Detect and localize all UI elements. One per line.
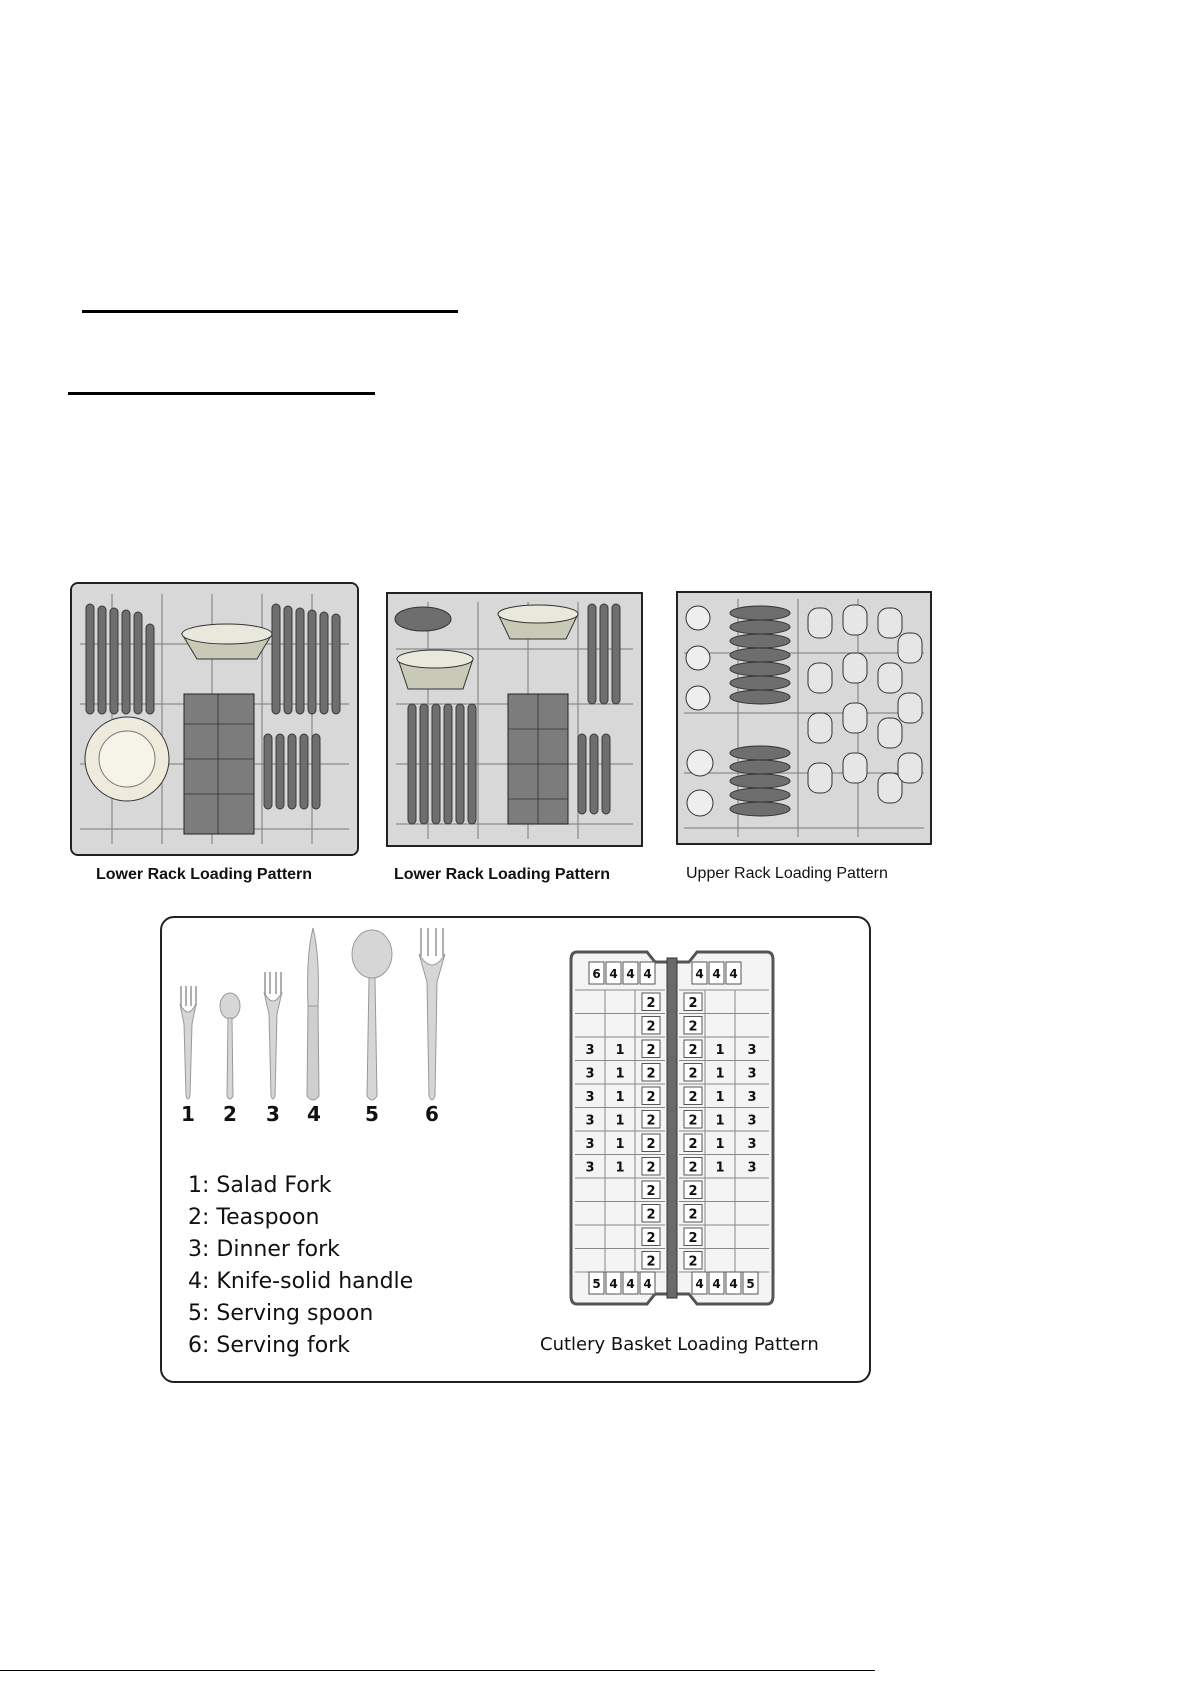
basket-cell-label: 2 (646, 1136, 656, 1152)
serving-spoon-icon (350, 928, 394, 1104)
basket-bottom-right-label: 4 (712, 1277, 721, 1291)
basket-cell-label: 2 (688, 1066, 698, 1082)
legend-item: 3: Dinner fork (188, 1237, 340, 1262)
basket-cell-label: 1 (615, 1136, 625, 1152)
cutlery-panel (160, 916, 871, 1383)
basket-cell-label: 1 (615, 1089, 625, 1105)
basket-cell-label: 1 (615, 1113, 625, 1129)
basket-bottom-right-label: 4 (729, 1277, 738, 1291)
basket-cell-label: 2 (688, 1042, 698, 1058)
basket-cell-label: 3 (747, 1136, 757, 1152)
lower-rack-image-2 (386, 592, 643, 847)
basket-cell-label: 3 (747, 1113, 757, 1129)
salad-fork-icon (176, 984, 200, 1104)
basket-cell-label: 3 (585, 1066, 595, 1082)
lower-rack-caption-1: Lower Rack Loading Pattern (96, 866, 313, 883)
basket-cell-label: 1 (615, 1042, 625, 1058)
basket-cell-label: 3 (585, 1042, 595, 1058)
lower-rack-caption-2: Lower Rack Loading Pattern (394, 866, 611, 883)
legend-item: 4: Knife-solid handle (188, 1269, 414, 1294)
basket-cell-label: 1 (615, 1160, 625, 1176)
basket-cell-label: 2 (646, 1230, 656, 1246)
basket-cell-label: 1 (715, 1066, 725, 1082)
basket-cell-label: 2 (646, 1160, 656, 1176)
heading-underline-2 (68, 392, 375, 395)
basket-top-left-label: 4 (643, 967, 652, 981)
legend-item: 6: Serving fork (188, 1333, 350, 1358)
basket-cell-label: 2 (646, 995, 656, 1011)
basket-cell-label: 3 (585, 1113, 595, 1129)
basket-cell-label: 1 (615, 1066, 625, 1082)
basket-cell-label: 2 (688, 1113, 698, 1129)
basket-cell-label: 2 (688, 1019, 698, 1035)
basket-cell-label: 2 (646, 1183, 656, 1199)
basket-bottom-left-label: 4 (609, 1277, 618, 1291)
basket-cell-label: 1 (715, 1136, 725, 1152)
basket-top-left-label: 4 (609, 967, 618, 981)
basket-bottom-right-label: 4 (695, 1277, 704, 1291)
basket-cell-label: 3 (747, 1066, 757, 1082)
knife-icon (302, 926, 324, 1104)
basket-cell-label: 2 (646, 1089, 656, 1105)
basket-cell-label: 2 (688, 1089, 698, 1105)
legend-item: 5: Serving spoon (188, 1301, 374, 1326)
basket-cell-label: 2 (646, 1019, 656, 1035)
basket-cell-label: 3 (747, 1089, 757, 1105)
basket-top-left-label: 4 (626, 967, 635, 981)
basket-cell-label: 3 (585, 1160, 595, 1176)
basket-bottom-right-label: 5 (746, 1277, 755, 1291)
upper-rack-image (676, 591, 932, 845)
basket-cell-label: 3 (585, 1136, 595, 1152)
basket-cell-label: 2 (688, 1230, 698, 1246)
utensil-number: 4 (307, 1102, 321, 1126)
footer-rule (0, 1670, 875, 1671)
basket-cell-label: 2 (688, 1207, 698, 1223)
basket-top-right-label: 4 (695, 967, 704, 981)
basket-cell-label: 1 (715, 1089, 725, 1105)
basket-cell-label: 2 (688, 1183, 698, 1199)
basket-cell-label: 3 (747, 1042, 757, 1058)
lower-rack-image-1 (70, 582, 359, 856)
basket-cell-label: 1 (715, 1160, 725, 1176)
basket-top-left-label: 6 (592, 967, 601, 981)
legend-item: 2: Teaspoon (188, 1205, 320, 1230)
basket-cell-label: 2 (646, 1254, 656, 1270)
basket-bottom-left-label: 5 (592, 1277, 601, 1291)
basket-cell-label: 2 (688, 1254, 698, 1270)
serving-fork-icon (416, 926, 448, 1104)
cutlery-basket-caption: Cutlery Basket Loading Pattern (540, 1334, 819, 1355)
basket-cell-label: 3 (585, 1089, 595, 1105)
basket-bottom-left-label: 4 (643, 1277, 652, 1291)
utensil-number: 1 (181, 1102, 195, 1126)
teaspoon-icon (218, 992, 242, 1104)
basket-top-right-label: 4 (729, 967, 738, 981)
basket-divider (667, 958, 677, 1298)
utensil-number: 3 (266, 1102, 280, 1126)
basket-cell-label: 3 (747, 1160, 757, 1176)
basket-cell-label: 2 (646, 1042, 656, 1058)
legend-item: 1: Salad Fork (188, 1173, 332, 1198)
utensil-number: 2 (223, 1102, 237, 1126)
basket-cell-label: 1 (715, 1042, 725, 1058)
basket-cell-label: 2 (688, 995, 698, 1011)
utensil-number: 6 (425, 1102, 439, 1126)
basket-cell-label: 2 (688, 1136, 698, 1152)
basket-cell-label: 2 (688, 1160, 698, 1176)
basket-bottom-left-label: 4 (626, 1277, 635, 1291)
basket-top-right-label: 4 (712, 967, 721, 981)
cutlery-basket-diagram (567, 946, 777, 1310)
heading-underline-1 (82, 310, 458, 313)
basket-cell-label: 2 (646, 1113, 656, 1129)
basket-cell-label: 2 (646, 1066, 656, 1082)
utensil-legend (188, 1170, 413, 1362)
basket-cell-label: 2 (646, 1207, 656, 1223)
upper-rack-caption: Upper Rack Loading Pattern (686, 865, 888, 882)
dinner-fork-icon (260, 970, 286, 1104)
utensil-number: 5 (365, 1102, 379, 1126)
basket-cell-label: 1 (715, 1113, 725, 1129)
